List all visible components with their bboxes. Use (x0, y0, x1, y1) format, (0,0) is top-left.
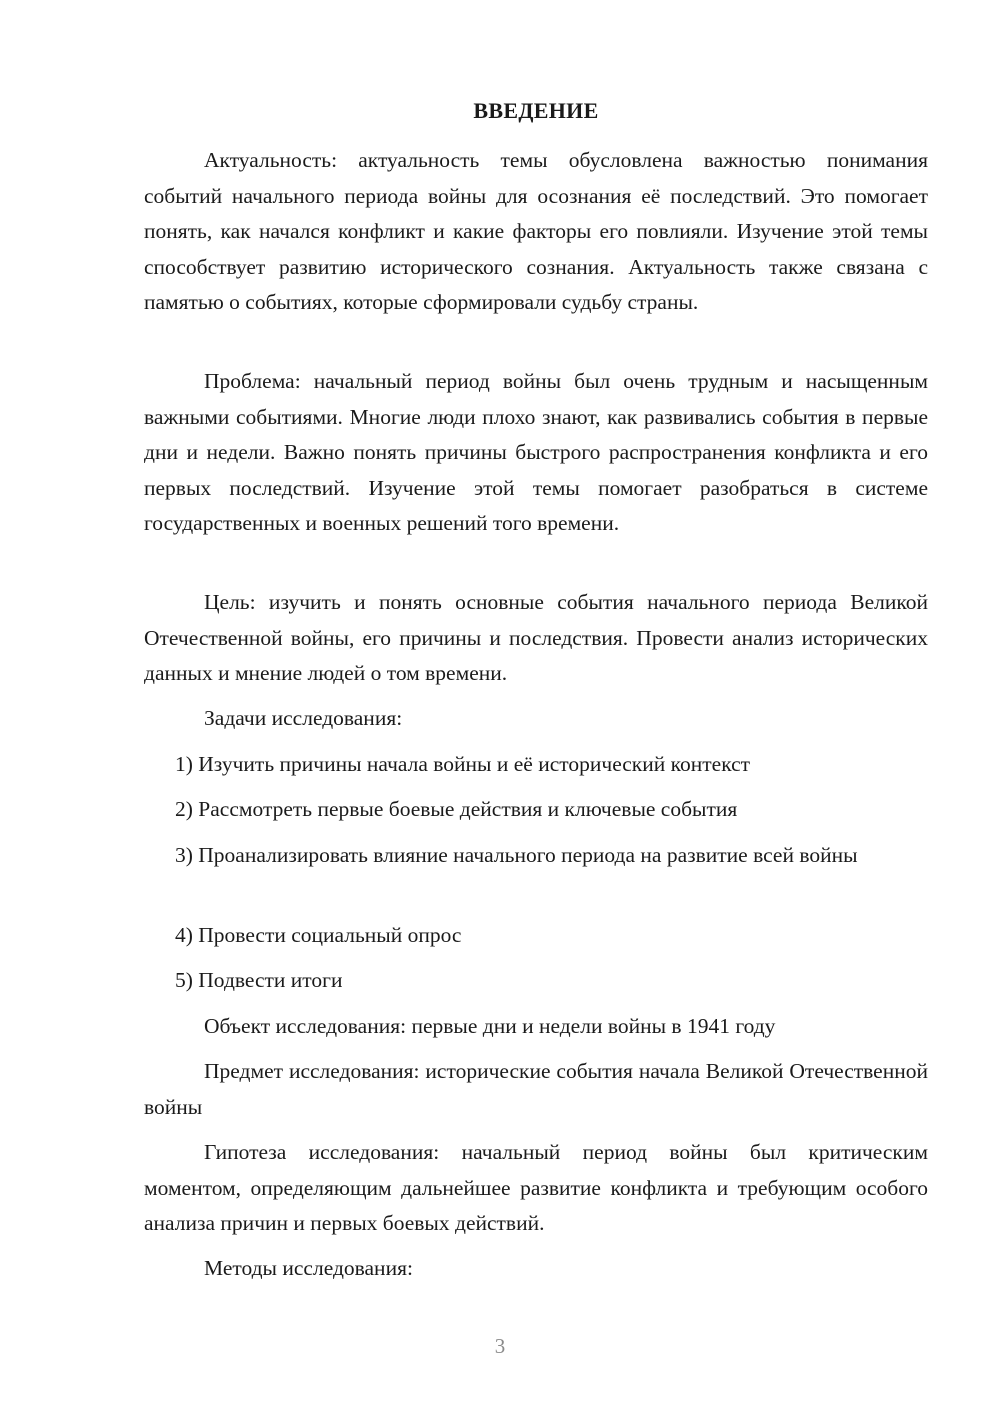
hypothesis-paragraph: Гипотеза исследования: начальный период войны был критическим моментом, определяющим дальнейшее развитие конфликта и требующим особого анализа причин и первых боевых действий. (144, 1140, 928, 1235)
task-item-3: 3) Проанализировать влияние начального периода на развитие всей войны (175, 843, 858, 867)
goal-paragraph: Цель: изучить и понять основные события начального периода Великой Отечественной войны, его причины и последствия. Провести анализ исторических данных и мнение людей о том времени. (144, 590, 928, 685)
tasks-heading: Задачи исследования: (204, 706, 403, 730)
task-item-1: 1) Изучить причины начала войны и её исторический контекст (175, 752, 751, 776)
problem-paragraph: Проблема: начальный период войны был очень трудным и насыщенным важными событиями. Многие люди плохо знают, как развивались события в первые дни и недели. Важно понять причины быстрого распространения конфликта и его первых последствий. Изучение этой темы помогает разобраться в системе государственных и военных решений того времени. (144, 369, 928, 535)
task-item-5: 5) Подвести итоги (175, 968, 343, 992)
methods-heading: Методы исследования: (204, 1256, 413, 1280)
subject-paragraph: Предмет исследования: исторические события начала Великой Отечественной войны (144, 1059, 928, 1119)
relevance-paragraph: Актуальность: актуальность темы обусловлена важностью понимания событий начального периода войны для осознания её последствий. Это помогает понять, как начался конфликт и какие факторы его повлияли. Изучение этой темы способствует развитию исторического сознания. Актуальность также связана с памятью о событиях, которые сформировали судьбу страны. (144, 148, 928, 314)
page-number: 3 (494, 1334, 506, 1358)
task-item-4: 4) Провести социальный опрос (175, 923, 462, 947)
page-title: ВВЕДЕНИЕ (473, 98, 599, 123)
object-paragraph: Объект исследования: первые дни и недели войны в 1941 году (204, 1014, 776, 1038)
task-item-2: 2) Рассмотреть первые боевые действия и ключевые события (175, 797, 738, 821)
